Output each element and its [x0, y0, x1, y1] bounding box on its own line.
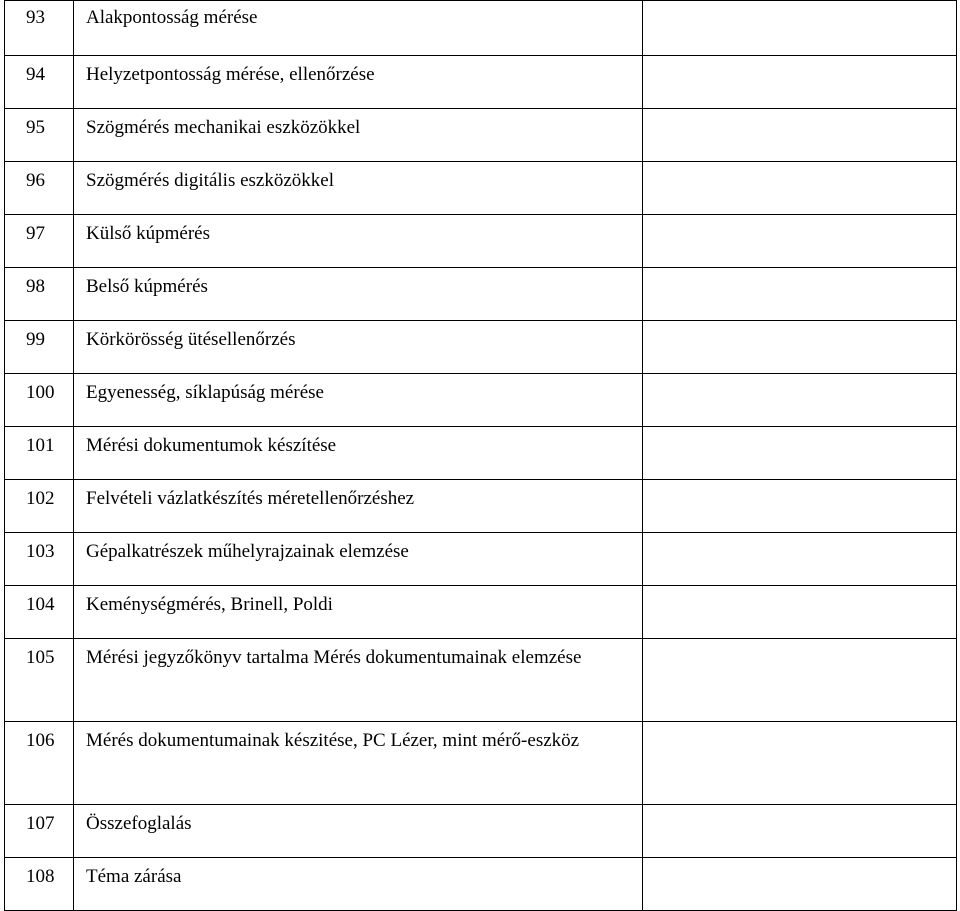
- table-row: [5, 56, 957, 109]
- table-row: [5, 805, 957, 858]
- row-note: [643, 639, 957, 722]
- row-note: [643, 374, 957, 427]
- table-row: [5, 586, 957, 639]
- row-note: [643, 427, 957, 480]
- row-topic: Mérési jegyzőkönyv tartalma Mérés dokumentumainak elemzése: [74, 639, 643, 722]
- row-number: 101: [5, 427, 74, 480]
- row-number: 104: [5, 586, 74, 639]
- table-row: [5, 321, 957, 374]
- row-topic: Összefoglalás: [74, 805, 643, 858]
- topics-table-body: [5, 1, 957, 911]
- row-topic: Alakpontosság mérése: [74, 1, 643, 56]
- row-note: [643, 722, 957, 805]
- row-topic: Keménységmérés, Brinell, Poldi: [74, 586, 643, 639]
- row-number: 94: [5, 56, 74, 109]
- row-topic: Szögmérés digitális eszközökkel: [74, 162, 643, 215]
- row-topic: Téma zárása: [74, 858, 643, 911]
- row-number: 97: [5, 215, 74, 268]
- row-topic: Egyenesség, síklapúság mérése: [74, 374, 643, 427]
- row-number: 96: [5, 162, 74, 215]
- row-note: [643, 858, 957, 911]
- table-row: [5, 215, 957, 268]
- row-number: 98: [5, 268, 74, 321]
- row-note: [643, 162, 957, 215]
- row-topic: Szögmérés mechanikai eszközökkel: [74, 109, 643, 162]
- row-note: [643, 109, 957, 162]
- row-number: 102: [5, 480, 74, 533]
- table-row: [5, 374, 957, 427]
- table-row: [5, 533, 957, 586]
- row-number: 99: [5, 321, 74, 374]
- row-topic: Belső kúpmérés: [74, 268, 643, 321]
- row-note: [643, 268, 957, 321]
- row-number: 100: [5, 374, 74, 427]
- row-number: 108: [5, 858, 74, 911]
- table-row: [5, 1, 957, 56]
- row-topic: Külső kúpmérés: [74, 215, 643, 268]
- table-row: [5, 109, 957, 162]
- row-number: 95: [5, 109, 74, 162]
- row-number: 107: [5, 805, 74, 858]
- row-note: [643, 321, 957, 374]
- row-topic: Felvételi vázlatkészítés méretellenőrzéshez: [74, 480, 643, 533]
- row-topic: Gépalkatrészek műhelyrajzainak elemzése: [74, 533, 643, 586]
- row-topic: Mérési dokumentumok készítése: [74, 427, 643, 480]
- table-row: [5, 427, 957, 480]
- table-row: [5, 162, 957, 215]
- row-note: [643, 1, 957, 56]
- topics-table: [4, 0, 957, 911]
- row-number: 106: [5, 722, 74, 805]
- row-topic: Mérés dokumentumainak készitése, PC Lézer, mint mérő-eszköz: [74, 722, 643, 805]
- row-number: 105: [5, 639, 74, 722]
- row-note: [643, 56, 957, 109]
- row-note: [643, 215, 957, 268]
- table-row: [5, 722, 957, 805]
- row-number: 93: [5, 1, 74, 56]
- row-topic: Helyzetpontosság mérése, ellenőrzése: [74, 56, 643, 109]
- row-note: [643, 533, 957, 586]
- row-note: [643, 805, 957, 858]
- table-row: [5, 480, 957, 533]
- table-row: [5, 639, 957, 722]
- row-note: [643, 586, 957, 639]
- table-row: [5, 268, 957, 321]
- row-topic: Körkörösség ütésellenőrzés: [74, 321, 643, 374]
- row-note: [643, 480, 957, 533]
- table-row: [5, 858, 957, 911]
- row-number: 103: [5, 533, 74, 586]
